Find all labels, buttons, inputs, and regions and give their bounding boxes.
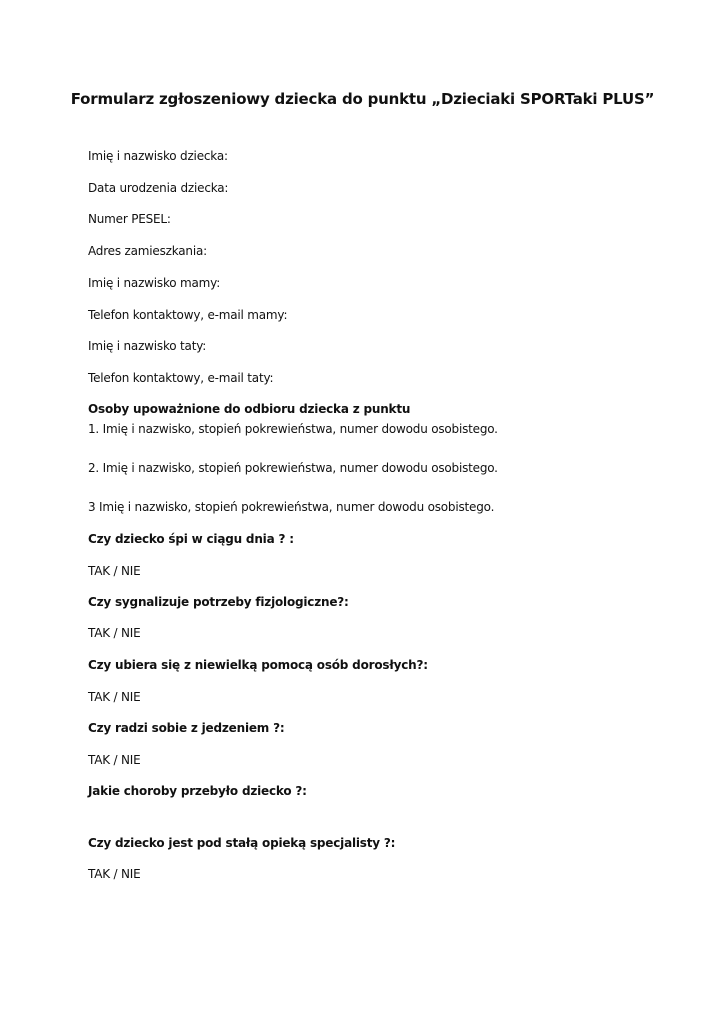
- field-pesel: Numer PESEL:: [88, 212, 171, 226]
- question-sleep: Czy dziecko śpi w ciągu dnia ? :: [88, 532, 294, 546]
- answer-physiological: TAK / NIE: [88, 626, 141, 640]
- authorized-person-3: 3 Imię i nazwisko, stopień pokrewieństwa, numer dowodu osobistego.: [88, 500, 495, 514]
- question-physiological: Czy sygnalizuje potrzeby fizjologiczne?:: [88, 595, 349, 609]
- question-illnesses: Jakie choroby przebyło dziecko ?:: [88, 784, 307, 798]
- authorized-person-2: 2. Imię i nazwisko, stopień pokrewieństwa, numer dowodu osobistego.: [88, 461, 498, 475]
- field-birth-date: Data urodzenia dziecka:: [88, 181, 229, 195]
- answer-dressing: TAK / NIE: [88, 690, 141, 704]
- field-father-contact: Telefon kontaktowy, e-mail taty:: [88, 371, 274, 385]
- answer-eating: TAK / NIE: [88, 753, 141, 767]
- field-father-name: Imię i nazwisko taty:: [88, 339, 207, 353]
- field-mother-name: Imię i nazwisko mamy:: [88, 276, 221, 290]
- question-eating: Czy radzi sobie z jedzeniem ?:: [88, 721, 285, 735]
- form-title: Formularz zgłoszeniowy dziecka do punktu „Dzieciaki SPORTaki PLUS”: [70, 90, 655, 108]
- field-mother-contact: Telefon kontaktowy, e-mail mamy:: [88, 308, 288, 322]
- field-address: Adres zamieszkania:: [88, 244, 207, 258]
- authorized-heading: Osoby upoważnione do odbioru dziecka z punktu: [88, 402, 411, 416]
- field-child-name: Imię i nazwisko dziecka:: [88, 149, 228, 163]
- authorized-person-1: 1. Imię i nazwisko, stopień pokrewieństwa, numer dowodu osobistego.: [88, 422, 498, 436]
- question-dressing: Czy ubiera się z niewielką pomocą osób dorosłych?:: [88, 658, 428, 672]
- question-specialist: Czy dziecko jest pod stałą opieką specjalisty ?:: [88, 836, 396, 850]
- answer-sleep: TAK / NIE: [88, 564, 141, 578]
- answer-specialist: TAK / NIE: [88, 867, 141, 881]
